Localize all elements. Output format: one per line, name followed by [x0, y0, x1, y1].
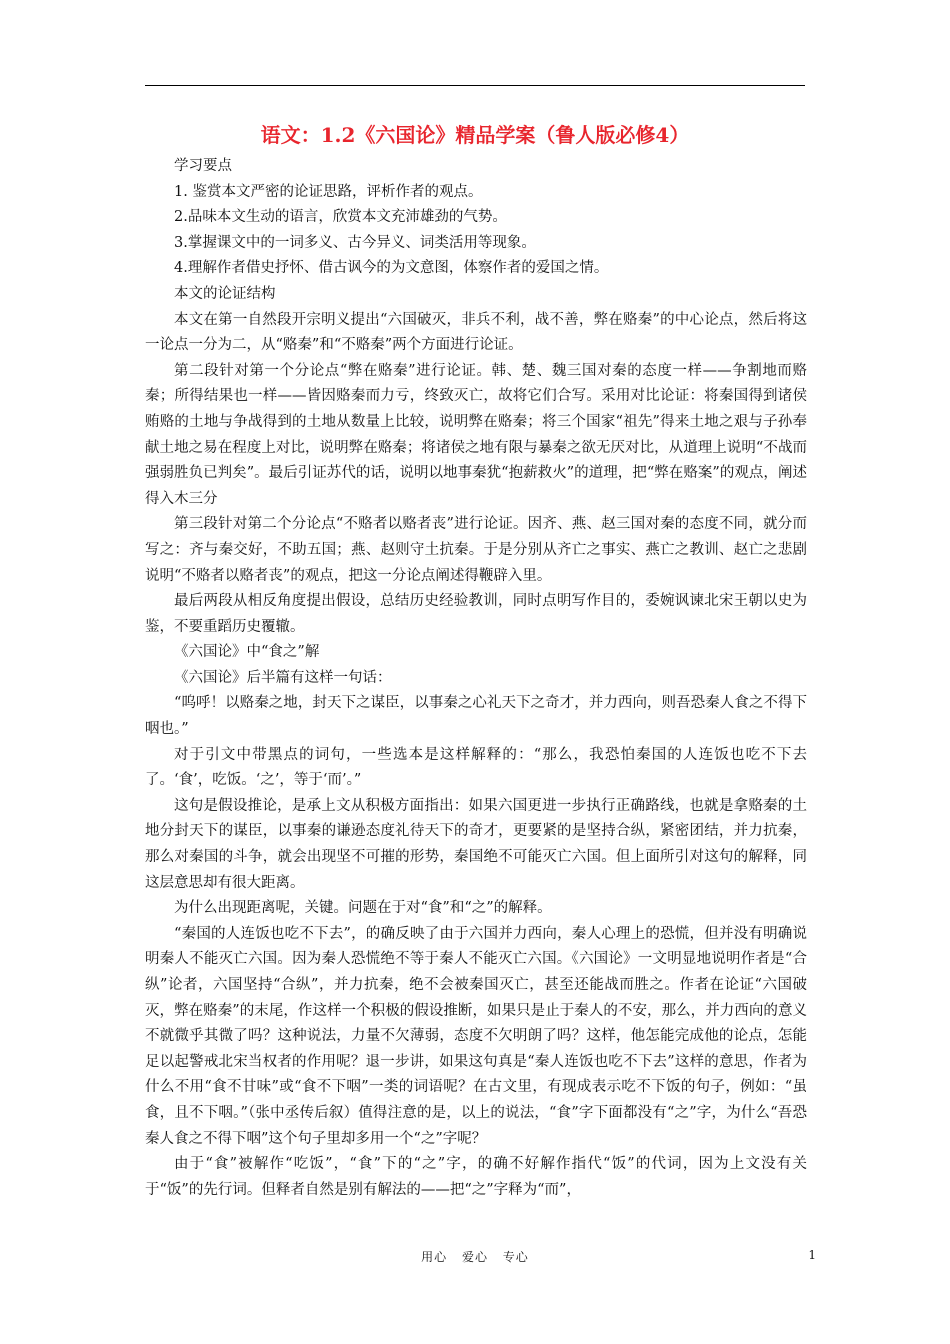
paragraph: 《六国论》后半篇有这样一句话：	[174, 669, 392, 686]
paragraph: 4.理解作者借史抒怀、借古讽今的为文意图，体察作者的爱国之情。	[174, 260, 609, 277]
document-title: 语文：1.2《六国论》精品学案（鲁人版必修4）	[260, 123, 690, 147]
paragraph: 本文的论证结构	[174, 285, 276, 302]
paragraph: “秦国的人连饭也吃不下去”，的确反映了由于六国并力西向，秦人心理上的恐慌，但并没有明确说明秦人不能灭亡六国。因为秦人恐慌绝不等于秦人不能灭亡六国。《六国论》一文明显地说明作者是“合纵”论者，六国坚持“合纵”，并力抗秦，绝不会被秦国灭亡，甚至还能战而胜之。作者在论证“六国破灭，弊在赂秦”的末尾，作这样一个积极的假设推断，如果只是止于秦人的不安，那么，并力西向的意义不就微乎其微了吗？这种说法，力量不欠薄弱，态度不欠明朗了吗？这样，他怎能完成他的论点，怎能足以起警戒北宋当权者的作用呢？退一步讲，如果这句真是“秦人连饭也吃不下去”这样的意思，作者为什么不用“食不甘味”或“食不下咽”一类的词语呢？在古文里，有现成表示吃不下饭的句子，例如：“虽食，且不下咽。”（张中丞传后叙）值得注意的是，以上的说法，“食”字下面都没有“之”字，为什么“吾恐秦人食之不得下咽”这个句子里却多用一个“之”字呢？	[145, 925, 807, 1147]
header-rule	[145, 85, 805, 86]
paragraph: 《六国论》中“食之”解	[174, 644, 320, 661]
paragraph: 2.品味本文生动的语言，欣赏本文充沛雄劲的气势。	[174, 209, 507, 226]
paragraph: 第三段针对第二个分论点“不赂者以赂者丧”进行论证。因齐、燕、赵三国对秦的态度不同，就分而写之：齐与秦交好，不助五国；燕、赵则守土抗秦。于是分别从齐亡之事实、燕亡之教训、赵亡之悲剧说明“不赂者以赂者丧”的观点，把这一分论点阐述得鞭辟入里。	[145, 516, 807, 584]
paragraph: 第二段针对第一个分论点“弊在赂秦”进行论证。韩、楚、魏三国对秦的态度一样——争割地而赂秦；所得结果也一样——皆因赂秦而力亏，终致灭亡，故将它们合写。采用对比论证：将秦国得到诸侯贿赂的土地与争战得到的土地从数量上比较，说明弊在赂秦；将三个国家“祖先”得来土地之艰与子孙奉献土地之易在程度上对比，说明弊在赂秦；将诸侯之地有限与暴秦之欲无厌对比，从道理上说明“不战而强弱胜负已判矣”。最后引证苏代的话，说明以地事秦犹“抱薪救火”的道理，把“弊在赂案”的观点，阐述得入木三分	[145, 362, 807, 507]
document-body	[145, 154, 807, 1203]
paragraph: 学习要点	[174, 158, 232, 174]
paragraph: “呜呼！以赂秦之地，封天下之谋臣，以事秦之心礼天下之奇才，并力西向，则吾恐秦人食之不得下咽也。”	[145, 695, 807, 738]
paragraph: 对于引文中带黑点的词句，一些选本是这样解释的：“那么，我恐怕秦国的人连饭也吃不下去了。‘食’，吃饭。‘之’，等于‘而’。”	[145, 746, 807, 789]
paragraph: 1. 鉴赏本文严密的论证思路，评析作者的观点。	[174, 183, 483, 200]
footer-motto: 用心 爱心 专心	[421, 1250, 529, 1264]
paragraph: 为什么出现距离呢，关键。问题在于对“食”和“之”的解释。	[174, 900, 552, 917]
paragraph: 由于“食”被解作“吃饭”，“食”下的“之”字，的确不好解作指代“饭”的代词，因为上文没有关于“饭”的先行词。但释者自然是别有解法的——把“之”字释为“而”，	[145, 1156, 807, 1198]
paragraph: 3.掌握课文中的一词多义、古今异义、词类活用等现象。	[174, 234, 536, 251]
paragraph: 这句是假设推论，是承上文从积极方面指出：如果六国更进一步执行正确路线，也就是拿赂秦的土地分封天下的谋臣，以事秦的谦逊态度礼待天下的奇才，更要紧的是坚持合纵，紧密团结，并力抗秦，那么对秦国的斗争，就会出现坚不可摧的形势，秦国绝不可能灭亡六国。但上面所引对这句的解释，同这层意思却有很大距离。	[145, 797, 807, 891]
paragraph: 本文在第一自然段开宗明义提出“六国破灭，非兵不利，战不善，弊在赂秦”的中心论点，然后将这一论点一分为二，从“赂秦”和“不赂秦”两个方面进行论证。	[145, 311, 807, 354]
page-number: 1	[808, 1248, 816, 1262]
paragraph: 最后两段从相反角度提出假设，总结历史经验教训，同时点明写作目的，委婉讽谏北宋王朝以史为鉴，不要重蹈历史覆辙。	[145, 593, 807, 635]
page-footer	[0, 1248, 950, 1270]
